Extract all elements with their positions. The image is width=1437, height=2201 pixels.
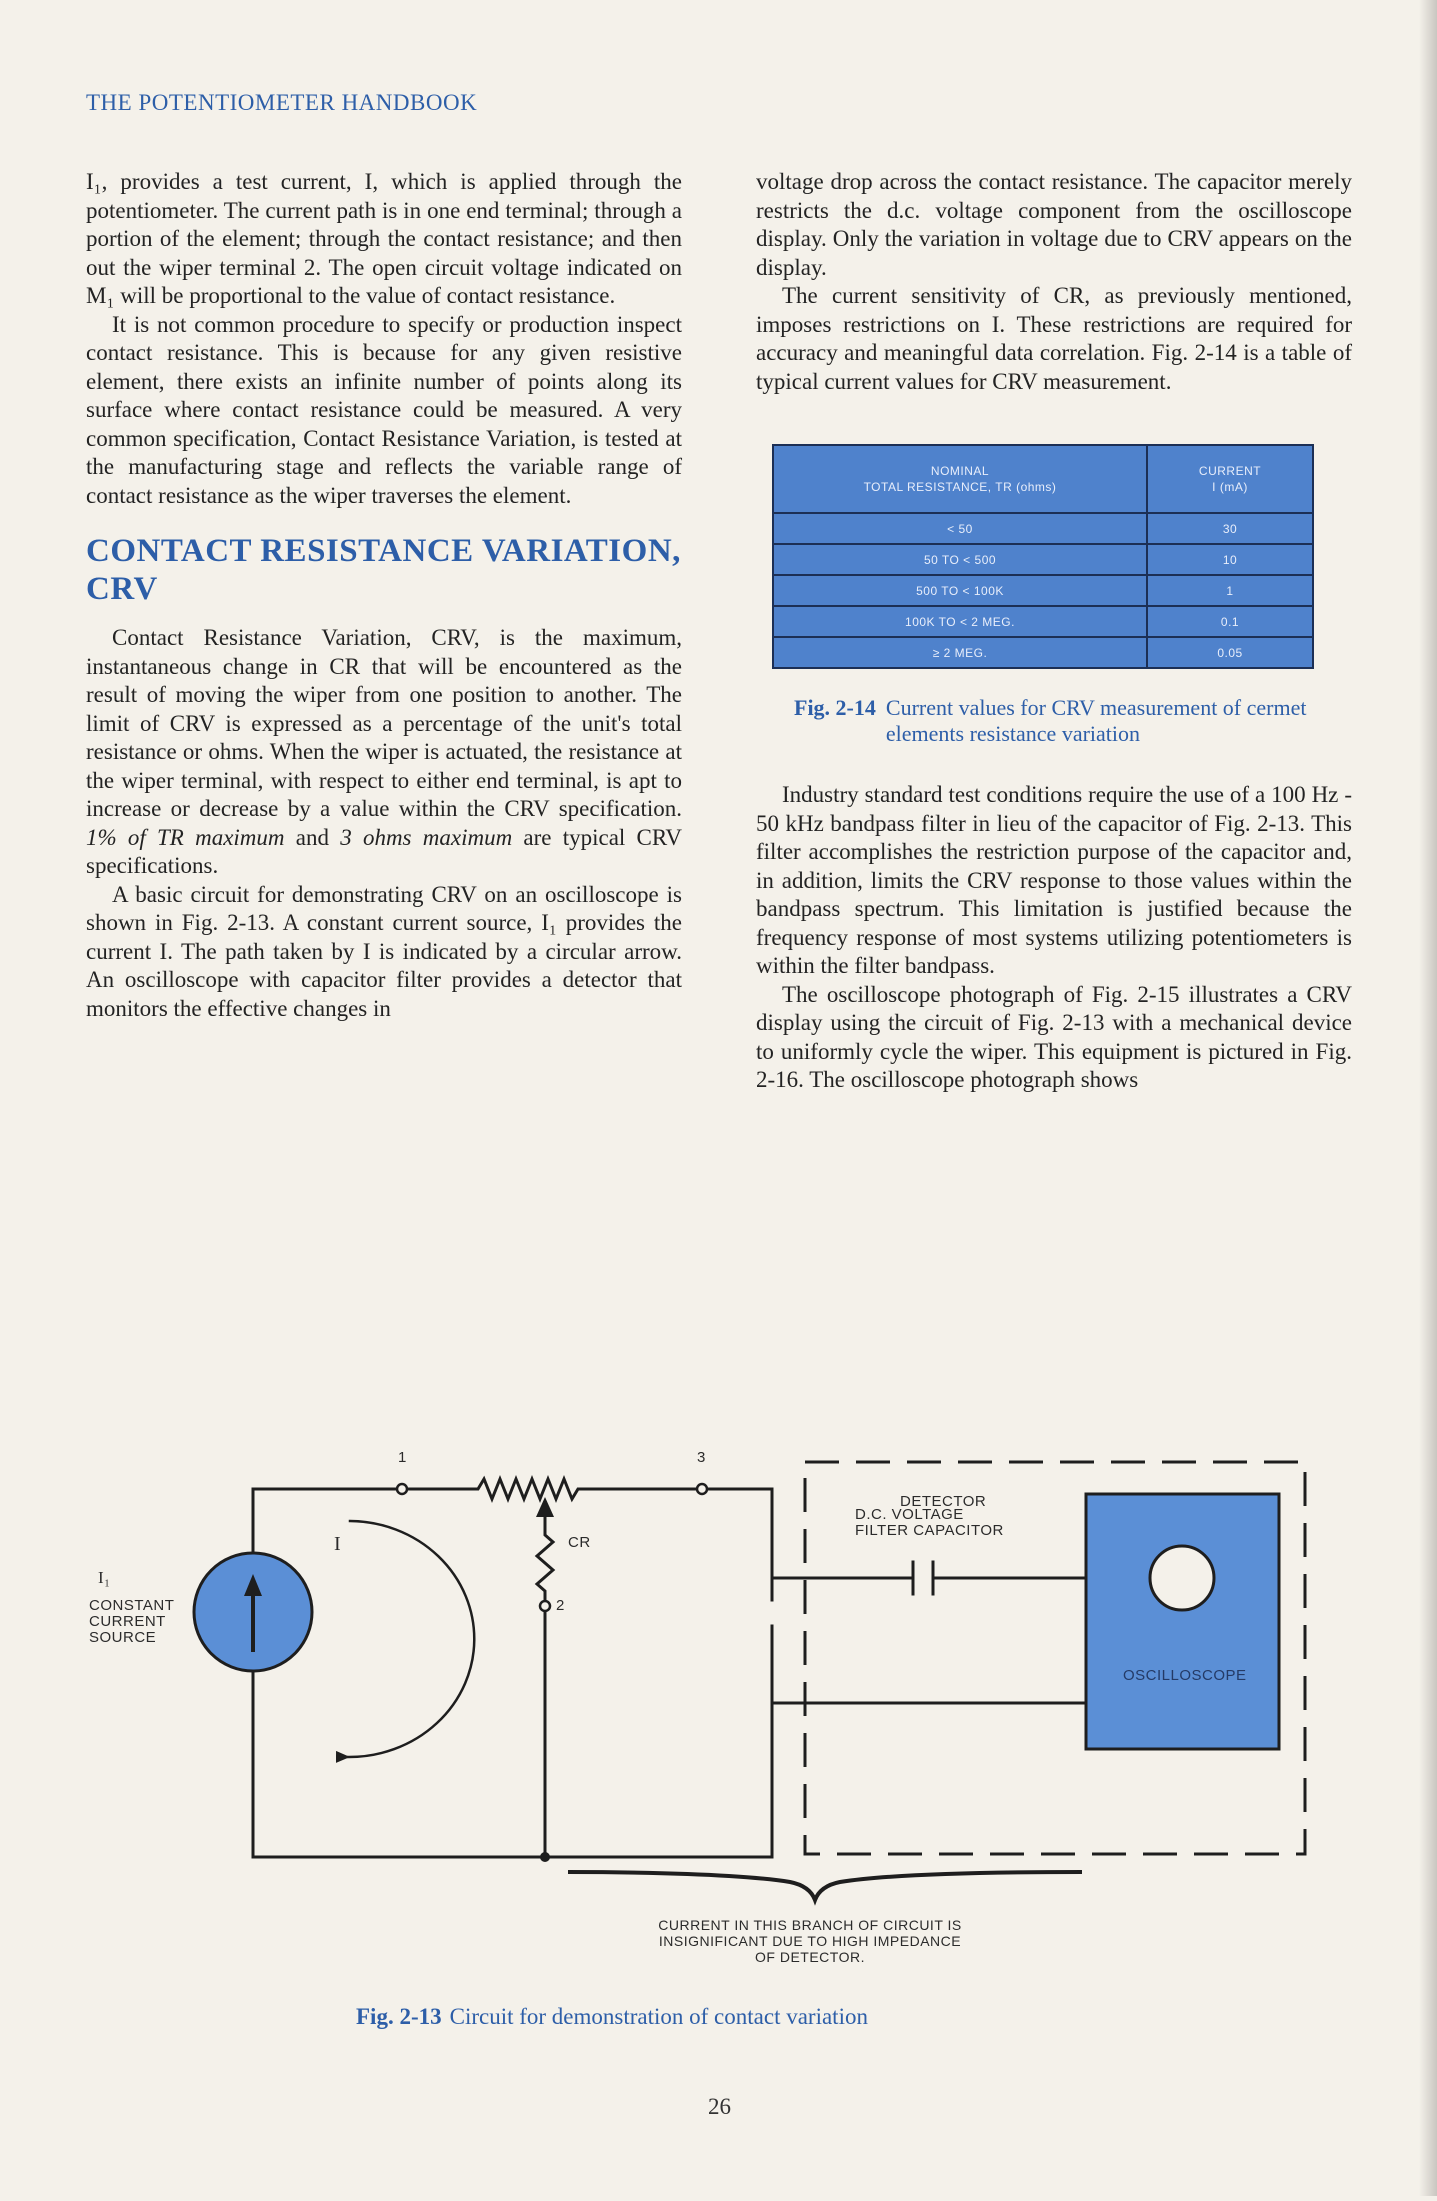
junction-dot [540,1852,550,1862]
filter-label-line1: D.C. VOLTAGE [855,1506,964,1523]
wire-top-right [707,1489,772,1600]
terminal-3 [697,1484,707,1494]
header-line: NOMINAL [930,464,990,478]
running-head: THE POTENTIOMETER HANDBOOK [86,90,478,115]
left-paragraph-1: I₁, provides a test current, I, which is applied through the potentiometer. The current path is in one end terminal; through a portion of the element; through the contact resistance; and then out the wiper terminal 2. The open circuit voltage indicated on M₁ will be proportional to the value of contact resistance. [86,169,682,308]
note-line1: CURRENT IN THIS BRANCH OF CIRCUIT IS [658,1917,962,1933]
resistor-element-icon [407,1479,697,1499]
fig-2-14-number: Fig. 2-14 [794,695,876,720]
oscilloscope-icon [1086,1494,1279,1749]
table-cell: 500 TO < 100K [773,575,1147,606]
right-paragraph-3: Industry standard test conditions require the use of a 100 Hz - 50 kHz bandpass filter in lieu of the capacitor of Fig. 2-13. This filter accomplishes the restriction purpose of the capacitor and, in addition, limits the CRV response to those values within the bandpass spectrum. This limitation is justified because the frequency response of most systems utilizing potentiometers is within the filter bandpass. [756,782,1352,978]
crv-spec-2: 3 ohms maximum [340,824,513,850]
terminal-2 [540,1601,550,1611]
brace-icon [568,1872,1082,1900]
source-label-line2: CURRENT [89,1613,166,1630]
table-cell: 30 [1147,513,1313,544]
table-cell: 0.05 [1147,637,1313,668]
source-label-line1: CONSTANT [89,1597,175,1614]
left-paragraph-3-tail: are typical CRV specifications. [86,824,682,878]
current-loop-path [348,1521,474,1757]
current-i-label: I [334,1533,342,1555]
header-line: CURRENT [1198,464,1262,478]
wiper-arrow-icon [536,1497,554,1517]
crv-spec-1: 1% of TR maximum [86,824,285,850]
cr-label: CR [568,1534,591,1551]
source-label-line3: SOURCE [89,1629,157,1646]
table-cell: < 50 [773,513,1147,544]
terminal-2-label: 2 [556,1597,565,1614]
left-paragraph-3-text: Contact Resistance Variation, CRV, is the maximum, instantaneous change in CR that will be encountered as the result of moving the wiper from one position to another. The limit of CRV is expressed as a percentage of the unit's total resistance or ohms. When the wiper is actuated, the resistance at the wiper terminal, with respect to either end terminal, is apt to increase or decrease by a value within the CRV specification. [86,625,682,821]
right-paragraph-4: The oscilloscope photograph of Fig. 2-15 illustrates a CRV display using the circuit of Fig. 2-13 with a mechanical device to uniformly cycle the wiper. This equipment is pictured in Fig. 2-16. The oscilloscope photograph shows [756,981,1352,1092]
terminal-1 [397,1484,407,1494]
right-paragraph-2: The current sensitivity of CR, as previously mentioned, imposes restrictions on I. These restrictions are required for accuracy and meaningful data correlation. Fig. 2-14 is a table of typical current values for CRV measurement. [756,283,1352,394]
fig-2-13-number: Fig. 2-13 [356,2004,442,2029]
header-line: TOTAL RESISTANCE, TR (ohms) [863,480,1057,494]
fig-2-13-text: Circuit for demonstration of contact variation [449,2004,868,2029]
left-paragraph-2: It is not common procedure to specify or production inspect contact resistance. This is because for any given resistive element, there exists an infinite number of points along its surface where contact resistance could be measured. A very common specification, Contact Resistance Variation, is tested at the manufacturing stage and reflects the variable range of contact resistance as the wiper traverses the element. [86,311,682,508]
oscilloscope-label: OSCILLOSCOPE [1123,1667,1247,1684]
table-cell: ≥ 2 MEG. [773,637,1147,668]
terminal-1-label: 1 [398,1449,407,1466]
terminal-3-label: 3 [697,1449,706,1466]
filter-label-line2: FILTER CAPACITOR [855,1522,1004,1539]
wire-bottom [253,1626,772,1857]
table-cell: 50 TO < 500 [773,544,1147,575]
header-line: I (mA) [1212,480,1248,494]
fig-2-14-text: Current values for CRV measurement of cermet elements resistance variation [885,695,1307,746]
table-cell: 100K TO < 2 MEG. [773,606,1147,637]
table-cell: 1 [1147,575,1313,606]
detector-label: DETECTOR [900,1493,987,1510]
note-line3: OF DETECTOR. [755,1949,865,1965]
table-cell: 0.1 [1147,606,1313,637]
oscilloscope-screen-icon [1150,1546,1214,1610]
wiper-wire [537,1517,553,1600]
left-paragraph-4: A basic circuit for demonstrating CRV on an oscilloscope is shown in Fig. 2-13. A constant current source, I₁ provides the current I. The path taken by I is indicated by a circular arrow. An oscilloscope with capacitor filter provides a detector that monitors the effective changes in [86,881,682,1021]
page-number: 26 [708,2094,731,2119]
fig-2-13-caption [356,2004,868,2030]
note-line2: INSIGNIFICANT DUE TO HIGH IMPEDANCE [658,1933,962,1949]
source-symbol-label: I₁ [98,1568,111,1587]
crv-spec-and: and [284,824,341,850]
table-cell: 10 [1147,544,1313,575]
right-paragraph-1: voltage drop across the contact resistance. The capacitor merely restricts the d.c. voltage component from the oscilloscope display. Only the variation in voltage due to CRV appears on the display. [756,169,1352,280]
section-heading: CONTACT RESISTANCE VARIATION, CRV [86,533,681,607]
